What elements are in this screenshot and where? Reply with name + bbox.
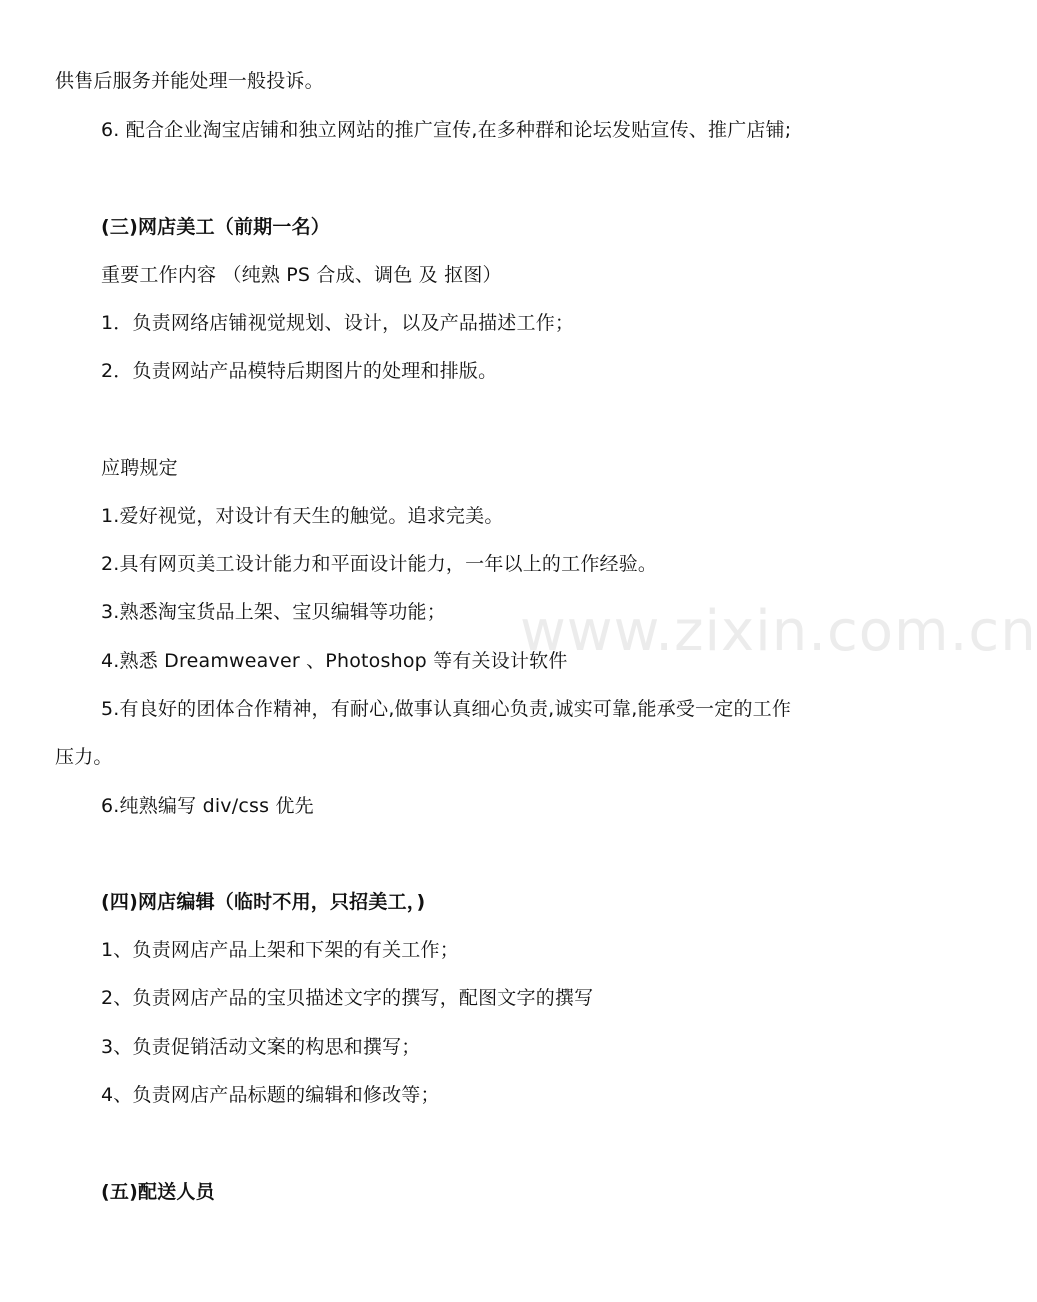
- section-heading-art-designer: (三)网店美工（前期一名）: [101, 216, 330, 238]
- requirement-1: 1.爱好视觉，对设计有天生的触觉。追求完美。: [101, 505, 504, 527]
- art-designer-main-duties: 重要工作内容 （纯熟 PS 合成、调色 及 抠图）: [101, 264, 502, 286]
- list-item-promotion: 6. 配合企业淘宝店铺和独立网站的推广宣传,在多种群和论坛发贴宣传、推广店铺;: [101, 119, 792, 141]
- store-editor-duty-4: 4、负责网店产品标题的编辑和修改等；: [101, 1084, 440, 1106]
- art-designer-duty-2: 2．负责网站产品模特后期图片的处理和排版。: [101, 360, 498, 382]
- store-editor-duty-2: 2、负责网店产品的宝贝描述文字的撰写，配图文字的撰写: [101, 987, 594, 1009]
- requirement-3: 3.熟悉淘宝货品上架、宝贝编辑等功能；: [101, 601, 446, 623]
- requirement-6: 6.纯熟编写 div/css 优先: [101, 795, 314, 817]
- section-heading-store-editor: (四)网店编辑（临时不用，只招美工，): [101, 891, 426, 913]
- requirements-heading: 应聘规定: [101, 457, 178, 479]
- store-editor-duty-1: 1、负责网店产品上架和下架的有关工作；: [101, 939, 459, 961]
- watermark: www.zixin.com.cn: [520, 599, 1037, 664]
- art-designer-duty-1: 1．负责网络店铺视觉规划、设计，以及产品描述工作；: [101, 312, 575, 334]
- store-editor-duty-3: 3、负责促销活动文案的构思和撰写；: [101, 1036, 421, 1058]
- section-heading-delivery-staff: (五)配送人员: [101, 1181, 215, 1203]
- requirement-4: 4.熟悉 Dreamweaver 、Photoshop 等有关设计软件: [101, 650, 568, 672]
- requirement-5-continued: 压力。: [55, 746, 113, 768]
- requirement-5: 5.有良好的团体合作精神，有耐心,做事认真细心负责,诚实可靠,能承受一定的工作: [101, 698, 792, 720]
- requirement-2: 2.具有网页美工设计能力和平面设计能力，一年以上的工作经验。: [101, 553, 658, 575]
- paragraph-after-sales: 供售后服务并能处理一般投诉。: [55, 70, 324, 92]
